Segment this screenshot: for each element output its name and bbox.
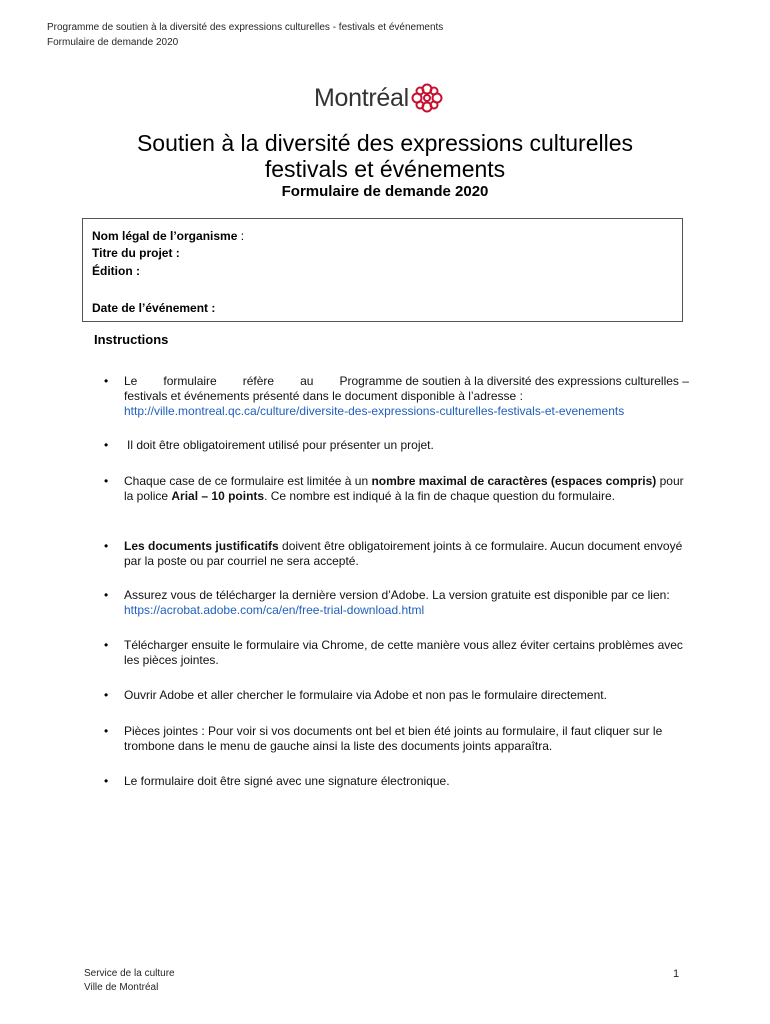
list-item-text: . Ce nombre est indiqué à la fin de chaque question du formulaire. <box>264 489 615 503</box>
list-item-text: Assurez vous de télécharger la dernière version d’Adobe. La version gratuite est disponible par ce lien: <box>124 588 670 602</box>
running-header-program: Programme de soutien à la diversité des expressions culturelles - festivals et événements <box>47 22 444 33</box>
page-number: 1 <box>673 968 680 980</box>
list-item-bold-text: nombre maximal de caractères (espaces compris) <box>371 474 657 488</box>
org-name-colon: : <box>237 229 245 243</box>
program-document-link[interactable]: http://ville.montreal.qc.ca/culture/diversite-des-expressions-culturelles-festivals-et-evenements <box>124 404 625 418</box>
page-footer <box>84 967 175 995</box>
list-item: Ouvrir Adobe et aller chercher le formulaire via Adobe et non pas le formulaire directement. <box>124 688 607 702</box>
list-item: Il doit être obligatoirement utilisé pour présenter un projet. <box>127 438 434 452</box>
project-info-box <box>82 218 683 322</box>
org-name-label: Nom légal de l’organisme <box>92 229 238 243</box>
edition-label: Édition : <box>92 264 140 278</box>
list-item <box>124 474 689 504</box>
running-header-form: Formulaire de demande 2020 <box>47 36 179 48</box>
list-item-bold-text: Arial – 10 points <box>171 489 265 503</box>
montreal-logo <box>314 82 443 114</box>
adobe-download-link[interactable]: https://acrobat.adobe.com/ca/en/free-trial-download.html <box>124 603 425 617</box>
event-date-label: Date de l’événement : <box>92 301 216 315</box>
footer-service: Service de la culture <box>84 968 175 979</box>
list-item-text: pour la police <box>124 474 684 503</box>
bullet-icon: • <box>104 688 109 702</box>
list-item-word: Le <box>124 374 138 388</box>
document-title-line1: Soutien à la diversité des expressions culturelles <box>136 130 634 156</box>
event-date-field <box>92 300 215 316</box>
edition-field <box>92 263 140 279</box>
list-item-line: festivals et événements présenté dans le document disponible à l’adresse : <box>124 389 523 403</box>
project-title-label: Titre du projet : <box>92 246 180 260</box>
list-item-text: Programme de soutien à la diversité des expressions culturelles – <box>339 374 689 388</box>
bullet-icon: • <box>104 474 109 488</box>
list-item-word: réfère <box>242 374 275 388</box>
list-item: Le formulaire doit être signé avec une signature électronique. <box>124 774 450 788</box>
list-item <box>124 374 689 419</box>
bullet-icon: • <box>104 374 109 388</box>
list-item-word: formulaire <box>163 374 217 388</box>
list-item-text: doivent être obligatoirement joints à ce formulaire. Aucun document envoyé par la poste ou par courriel ne sera accepté. <box>124 539 683 568</box>
rosette-icon <box>411 83 443 113</box>
bullet-icon: • <box>104 539 109 553</box>
list-item <box>124 539 689 569</box>
list-item-bold-text: Les documents justificatifs <box>124 539 279 553</box>
list-item-word: au <box>300 374 314 388</box>
running-header <box>47 21 443 50</box>
list-item: Télécharger ensuite le formulaire via Chrome, de cette manière vous allez éviter certains problèmes avec les pièces jointes. <box>124 638 683 667</box>
list-item: Pièces jointes : Pour voir si vos documents ont bel et bien été joints au formulaire, il faut cliquer sur le trombone dans le menu de gauche ainsi la liste des documents joints apparaîtra. <box>124 724 663 753</box>
bullet-icon: • <box>104 638 109 652</box>
list-item-text: Chaque case de ce formulaire est limitée à un <box>124 474 372 488</box>
bullet-icon: • <box>104 774 109 788</box>
bullet-icon: • <box>104 438 109 452</box>
footer-city: Ville de Montréal <box>84 982 159 993</box>
list-item <box>124 588 689 618</box>
bullet-icon: • <box>104 588 109 602</box>
document-title-line2: festivals et événements <box>264 156 506 182</box>
bullet-icon: • <box>104 724 109 738</box>
document-subtitle: Formulaire de demande 2020 <box>281 183 489 200</box>
instructions-heading: Instructions <box>94 332 169 347</box>
logo-wordmark: Montréal <box>314 84 409 112</box>
list-item-line <box>124 374 689 389</box>
project-title-field <box>92 245 180 261</box>
org-name-field <box>92 228 244 244</box>
